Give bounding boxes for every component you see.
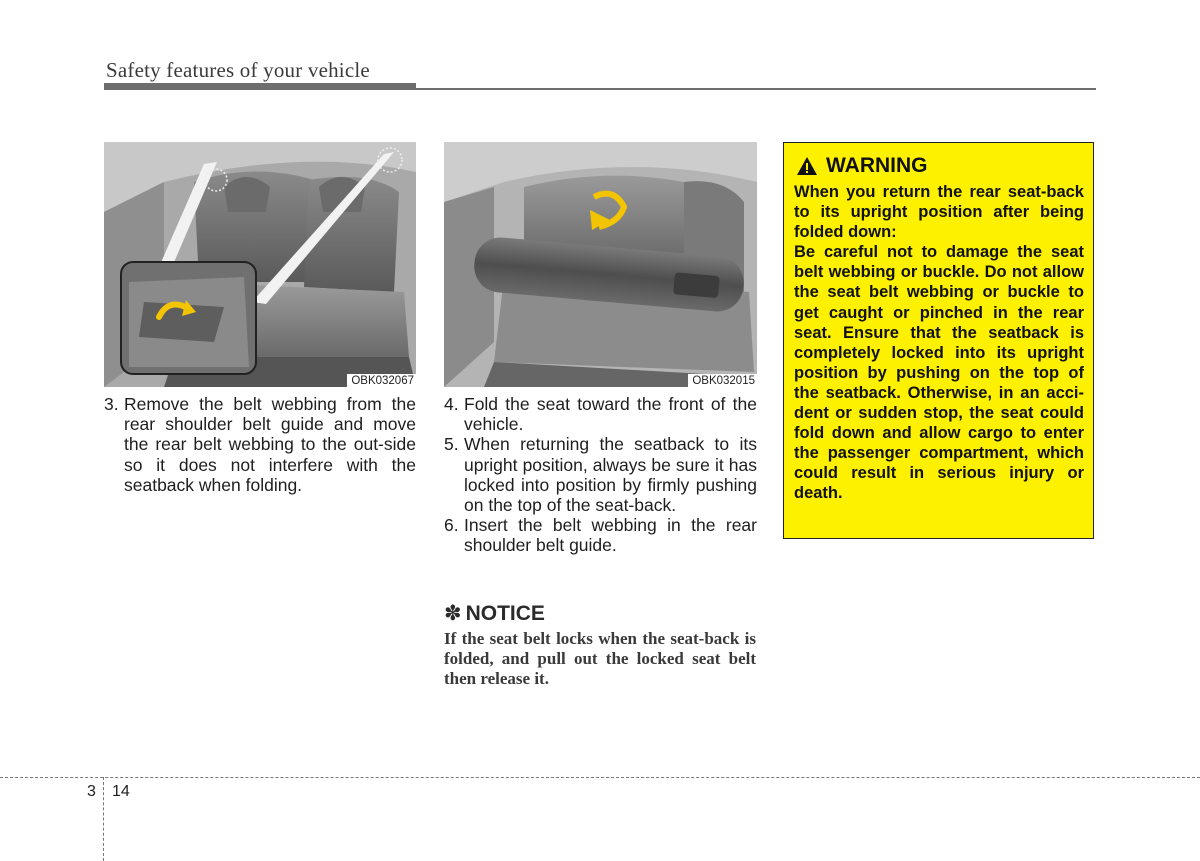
warning-title: WARNING [826, 154, 928, 177]
list-item [444, 515, 757, 555]
step-text: When returning the seatback to its upright position, always be sure it has locked into position by firmly pushing on the top of the seat-back. [464, 434, 757, 516]
header-rule-thick [104, 83, 416, 90]
chapter-number: 3 [87, 783, 96, 800]
warning-box [783, 142, 1094, 539]
step-text: Insert the belt webbing in the rear shoulder belt guide. [464, 515, 757, 556]
warning-lead: When you return the rear seat-back to its upright position after being folded down: [794, 183, 1084, 242]
asterisk-icon: ✽ [444, 602, 462, 625]
figure-belt-guide [104, 142, 416, 387]
page-header-title: Safety features of your vehicle [106, 58, 370, 82]
list-item [104, 394, 416, 495]
figure-caption: OBK032015 [688, 374, 757, 387]
warning-heading [796, 154, 928, 178]
steps-list-column-1 [104, 394, 416, 495]
notice-title: NOTICE [465, 602, 545, 625]
list-item [444, 434, 757, 515]
notice-heading [444, 601, 545, 626]
notice-body: If the seat belt locks when the seat-back is folded, and pull out the locked seat belt then release it. [444, 629, 756, 688]
warning-text [794, 182, 1084, 504]
figure-caption: OBK032067 [347, 374, 416, 387]
steps-list-column-2 [444, 394, 757, 556]
footer-dashed-rule [0, 777, 1200, 778]
step-number: 4. [444, 394, 459, 414]
header-rule-thin [416, 88, 1096, 90]
list-item [444, 394, 757, 434]
step-number: 6. [444, 515, 459, 536]
step-text: Fold the seat toward the front of the vehicle. [464, 394, 757, 435]
figure-folded-seat [444, 142, 757, 387]
warning-body: Be careful not to damage the seat belt webbing or buckle. Do not allow the seat belt webbing or buckle to get caught or pinched in the rear seat. Ensure that the seatback is completely locked into its upright position by pushing on the top of the seatback. Otherwise, in an acci-dent or sudden stop, the seat could fold down and allow cargo to enter the passenger compartment, which could result in serious injury or death. [794, 243, 1084, 503]
step-text: Remove the belt webbing from the rear shoulder belt guide and move the rear belt webbing to the out-side so it does not interfere with the seatback when folding. [124, 394, 416, 495]
footer-vertical-rule [103, 777, 104, 861]
page-number: 14 [112, 783, 130, 800]
warning-triangle-icon [796, 156, 818, 176]
step-number: 3. [104, 394, 119, 414]
rear-seat-belt-illustration [104, 142, 416, 387]
folded-seat-illustration [444, 142, 757, 387]
step-number: 5. [444, 434, 459, 455]
